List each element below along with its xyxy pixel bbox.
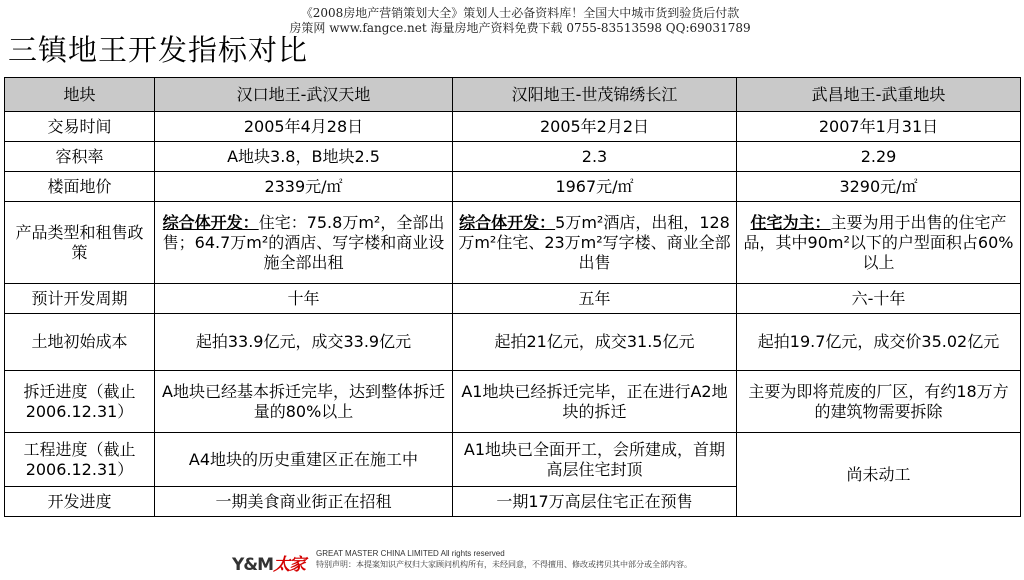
table-cell: 十年 — [155, 284, 453, 314]
banner-line-2: 房策网 www.fangce.net 海量房地产资料免费下载 0755-83513598 QQ:69031789 — [289, 21, 751, 35]
table-cell: 1967元/㎡ — [453, 172, 737, 202]
table-cell — [453, 202, 737, 284]
table-cell: A1地块已经拆迁完毕，正在进行A2地块的拆迁 — [453, 371, 737, 433]
table-row-dev-period — [5, 284, 1021, 314]
table-cell: 2.29 — [737, 142, 1021, 172]
table-row-product — [5, 202, 1021, 284]
cell-lead: 综合体开发： — [162, 212, 259, 232]
row-label: 交易时间 — [5, 112, 155, 142]
table-cell: A地块3.8，B地块2.5 — [155, 142, 453, 172]
logo-text: Y&M — [232, 555, 274, 575]
table-cell: A4地块的历史重建区正在施工中 — [155, 433, 453, 487]
table-row-demolition — [5, 371, 1021, 433]
table-cell: 2339元/㎡ — [155, 172, 453, 202]
header-cell-wuchang: 武昌地王-武重地块 — [737, 78, 1021, 112]
table-cell: 起拍21亿元，成交31.5亿元 — [453, 314, 737, 371]
table-cell: 主要为即将荒废的厂区，有约18万方的建筑物需要拆除 — [737, 371, 1021, 433]
page-title: 三镇地王开发指标对比 — [8, 33, 309, 67]
table-row-construction — [5, 433, 1021, 487]
table-cell: 起拍19.7亿元，成交价35.02亿元 — [737, 314, 1021, 371]
table-cell: A地块已经基本拆迁完毕，达到整体拆迁量的80%以上 — [155, 371, 453, 433]
header-cell-hanyang: 汉阳地王-世茂锦绣长江 — [453, 78, 737, 112]
table-header-row — [5, 78, 1021, 112]
table-cell — [737, 202, 1021, 284]
footer-notice — [316, 548, 692, 570]
banner-line-1: 《2008房地产营销策划大全》策划人士必备资料库！全国大中城市货到验货后付款 — [300, 6, 740, 20]
comparison-table — [4, 77, 1021, 517]
table-cell: 六-十年 — [737, 284, 1021, 314]
row-label: 土地初始成本 — [5, 314, 155, 371]
company-logo — [232, 550, 305, 575]
table-cell: 2005年4月28日 — [155, 112, 453, 142]
disclaimer-text: 特别声明：本提案知识产权归大家顾问机构所有，未经同意，不得擅用、修改或拷贝其中部分或全部内容。 — [316, 560, 692, 569]
table-cell: 2005年2月2日 — [453, 112, 737, 142]
table-row-land-cost — [5, 314, 1021, 371]
row-label: 工程进度（截止2006.12.31） — [5, 433, 155, 487]
row-label: 楼面地价 — [5, 172, 155, 202]
cell-text: 住宅：75.8万m²，全部出售；64.7万m²的酒店、写字楼和商业设施全部出租 — [162, 212, 445, 272]
table-cell — [155, 202, 453, 284]
row-label: 预计开发周期 — [5, 284, 155, 314]
header-cell-plot: 地块 — [5, 78, 155, 112]
cell-text: 5万m²酒店，出租，128万m²住宅、23万m²写字楼、商业全部出售 — [458, 212, 731, 272]
table-row-floor-price — [5, 172, 1021, 202]
row-label: 开发进度 — [5, 487, 155, 517]
header-cell-hankou: 汉口地王-武汉天地 — [155, 78, 453, 112]
table-cell: 五年 — [453, 284, 737, 314]
table-cell-wuchang-status: 尚未动工 — [737, 433, 1021, 517]
table-cell: 起拍33.9亿元，成交33.9亿元 — [155, 314, 453, 371]
cell-text: 主要为用于出售的住宅产品，其中90m²以下的户型面积占60%以上 — [743, 212, 1014, 272]
table-cell: 3290元/㎡ — [737, 172, 1021, 202]
table-cell: 2.3 — [453, 142, 737, 172]
table-row-trade-time — [5, 112, 1021, 142]
table-cell: 一期17万高层住宅正在预售 — [453, 487, 737, 517]
copyright-text: GREAT MASTER CHINA LIMITED All rights reserved — [316, 549, 505, 558]
row-label: 拆迁进度（截止2006.12.31） — [5, 371, 155, 433]
row-label: 产品类型和租售政策 — [5, 202, 155, 284]
cell-lead: 住宅为主： — [750, 212, 831, 232]
table-cell: A1地块已全面开工，会所建成，首期高层住宅封顶 — [453, 433, 737, 487]
table-row-far — [5, 142, 1021, 172]
table-cell: 2007年1月31日 — [737, 112, 1021, 142]
row-label: 容积率 — [5, 142, 155, 172]
cell-lead: 综合体开发： — [459, 212, 556, 232]
logo-mark: 太家 — [273, 555, 306, 575]
table-cell: 一期美食商业街正在招租 — [155, 487, 453, 517]
